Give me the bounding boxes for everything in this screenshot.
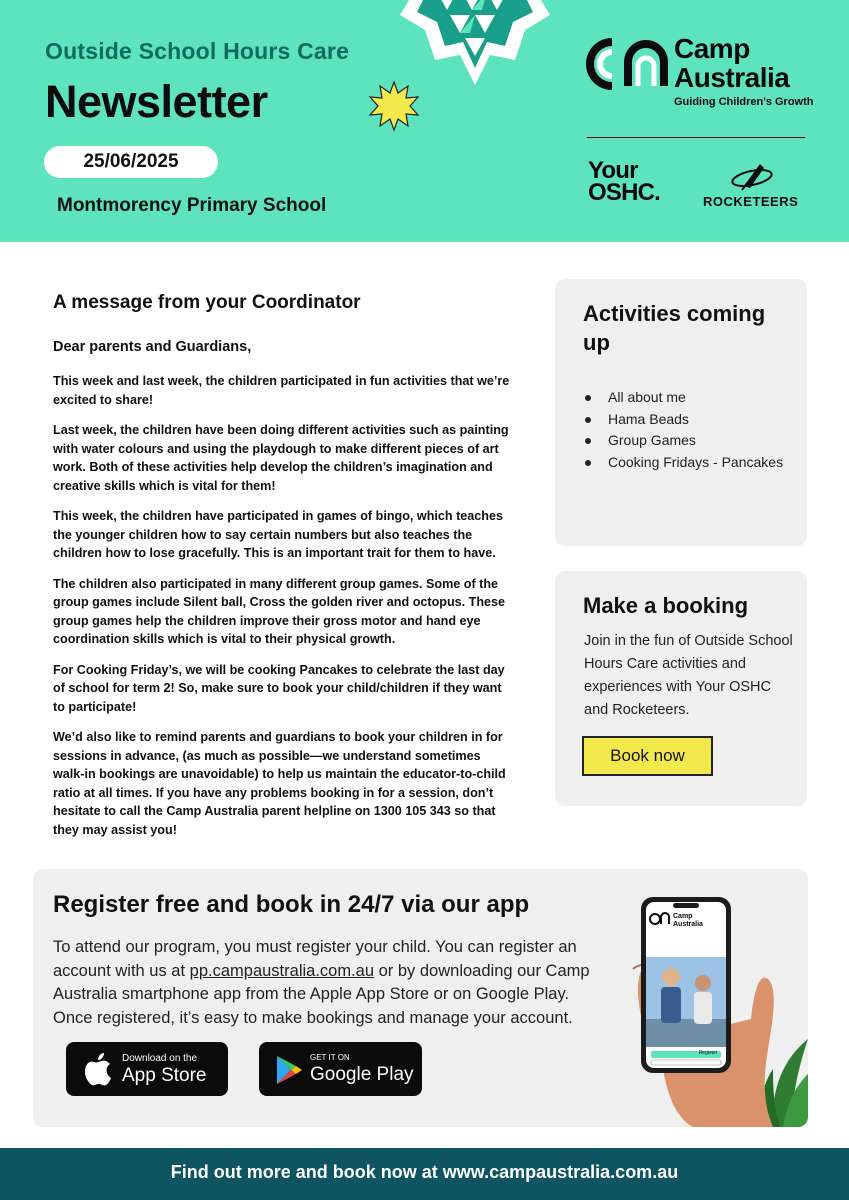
parent-portal-link[interactable]: pp.campaustralia.com.au: [189, 961, 375, 980]
activities-heading: Activities coming up: [583, 301, 766, 355]
logo-wordmark: [674, 34, 789, 92]
message-paragraph: This week, the children have participated in games of bingo, which teaches the younger children how to say certain numbers but also teaches the children how to lose gracefully. This is an important trait for them to have.: [53, 509, 503, 560]
logo-line2: Australia: [674, 62, 790, 93]
rocket-icon: [728, 160, 776, 192]
phone-in-hand-illustration: [623, 869, 808, 1127]
school-name: Montmorency Primary School: [57, 195, 327, 216]
starburst-icon: [368, 80, 420, 132]
app-store-small-label: Download on the: [122, 1053, 198, 1064]
newsletter-header: [0, 0, 849, 242]
header-subtitle: Outside School Hours Care: [45, 38, 350, 64]
activity-item: All about me: [585, 387, 783, 409]
rocketeers-logo: ROCKETEERS: [703, 194, 799, 209]
activity-item: Cooking Fridays - Pancakes: [585, 452, 783, 474]
your-oshc-line1: Your: [588, 157, 638, 184]
register-text: [53, 936, 613, 1030]
apple-icon: [82, 1051, 114, 1087]
booking-text: Join in the fun of Outside School Hours Care activities and experiences with Your OSHC and Rocketeers.: [584, 633, 793, 718]
message-paragraph: This week and last week, the children participated in fun activities that we’re excited to share!: [53, 374, 510, 407]
activities-card: [555, 279, 807, 546]
register-text-start: To attend our program, you must register your child. You can register an account with us at: [53, 938, 577, 980]
google-play-label: Google Play: [310, 1064, 414, 1085]
google-play-icon: [275, 1055, 303, 1085]
date-badge: 25/06/2025: [44, 146, 218, 178]
camp-australia-logo: [584, 34, 814, 114]
your-oshc-line2: OSHC.: [588, 179, 661, 206]
google-play-small-label: GET IT ON: [310, 1053, 350, 1062]
booking-card: [555, 571, 807, 806]
triangle-pattern-badge-icon: [395, 0, 555, 90]
footer-bar: [0, 1148, 849, 1200]
booking-heading: Make a booking: [583, 593, 749, 618]
phone-register-button: Register: [698, 1050, 718, 1056]
activity-item: Hama Beads: [585, 409, 783, 431]
message-paragraph: Last week, the children have been doing different activities such as painting with water colours and using the playdough to make different pieces of art work. Both of these activities help develop the children’s imagination and creative skills which is vital for them!: [53, 423, 509, 493]
coordinator-message: [53, 292, 513, 851]
app-store-button[interactable]: [66, 1042, 228, 1096]
message-paragraph: We’d also like to remind parents and guardians to book your children in for sessions in advance, (as much as possible—we understand sometimes walk-in bookings are unavoidable) to help us maintain the educator-to-child ratio at all times. If you have any problems booking in for a session, don’t hesitate to call the Camp Australia parent helpline on 1300 105 343 so that they may assist you!: [53, 730, 506, 837]
message-heading: A message from your Coordinator: [53, 292, 361, 313]
your-oshc-logo: [588, 157, 661, 206]
message-paragraph: For Cooking Friday’s, we will be cooking Pancakes to celebrate the last day of school for term 2! So, make sure to book your child/children if they want to participate!: [53, 662, 505, 714]
register-text-end: or by downloading our Camp Australia smartphone app from the Apple App Store or on Google Play. Once registered, it’s easy to make bookings and manage your account.: [53, 961, 590, 1027]
app-store-label: App Store: [122, 1065, 207, 1086]
footer-link-text[interactable]: Find out more and book now at www.campaustralia.com.au: [170, 1162, 679, 1182]
register-heading: Register free and book in 24/7 via our app: [53, 891, 530, 918]
message-greeting: Dear parents and Guardians,: [53, 339, 252, 355]
activities-list: [585, 387, 783, 473]
phone-logo-line1: Camp: [673, 913, 693, 920]
google-play-button[interactable]: [259, 1042, 422, 1096]
camp-australia-mark-icon: [584, 36, 668, 92]
activity-item: Group Games: [585, 430, 783, 452]
header-title: Newsletter: [45, 76, 268, 127]
message-paragraph: The children also participated in many different group games. Some of the group games include Silent ball, Cross the golden river and octopus. These group games help the children improve their gross motor and hand eye coordination skills which is vital to their physical growth.: [53, 576, 506, 646]
phone-app-logo: [673, 913, 703, 929]
header-divider: [587, 137, 805, 138]
logo-tagline: Guiding Children's Growth: [674, 96, 814, 108]
phone-logo-line2: Australia: [673, 921, 703, 928]
book-now-button[interactable]: Book now: [582, 736, 713, 776]
logo-line1: Camp: [674, 33, 750, 64]
register-app-panel: [33, 869, 808, 1127]
